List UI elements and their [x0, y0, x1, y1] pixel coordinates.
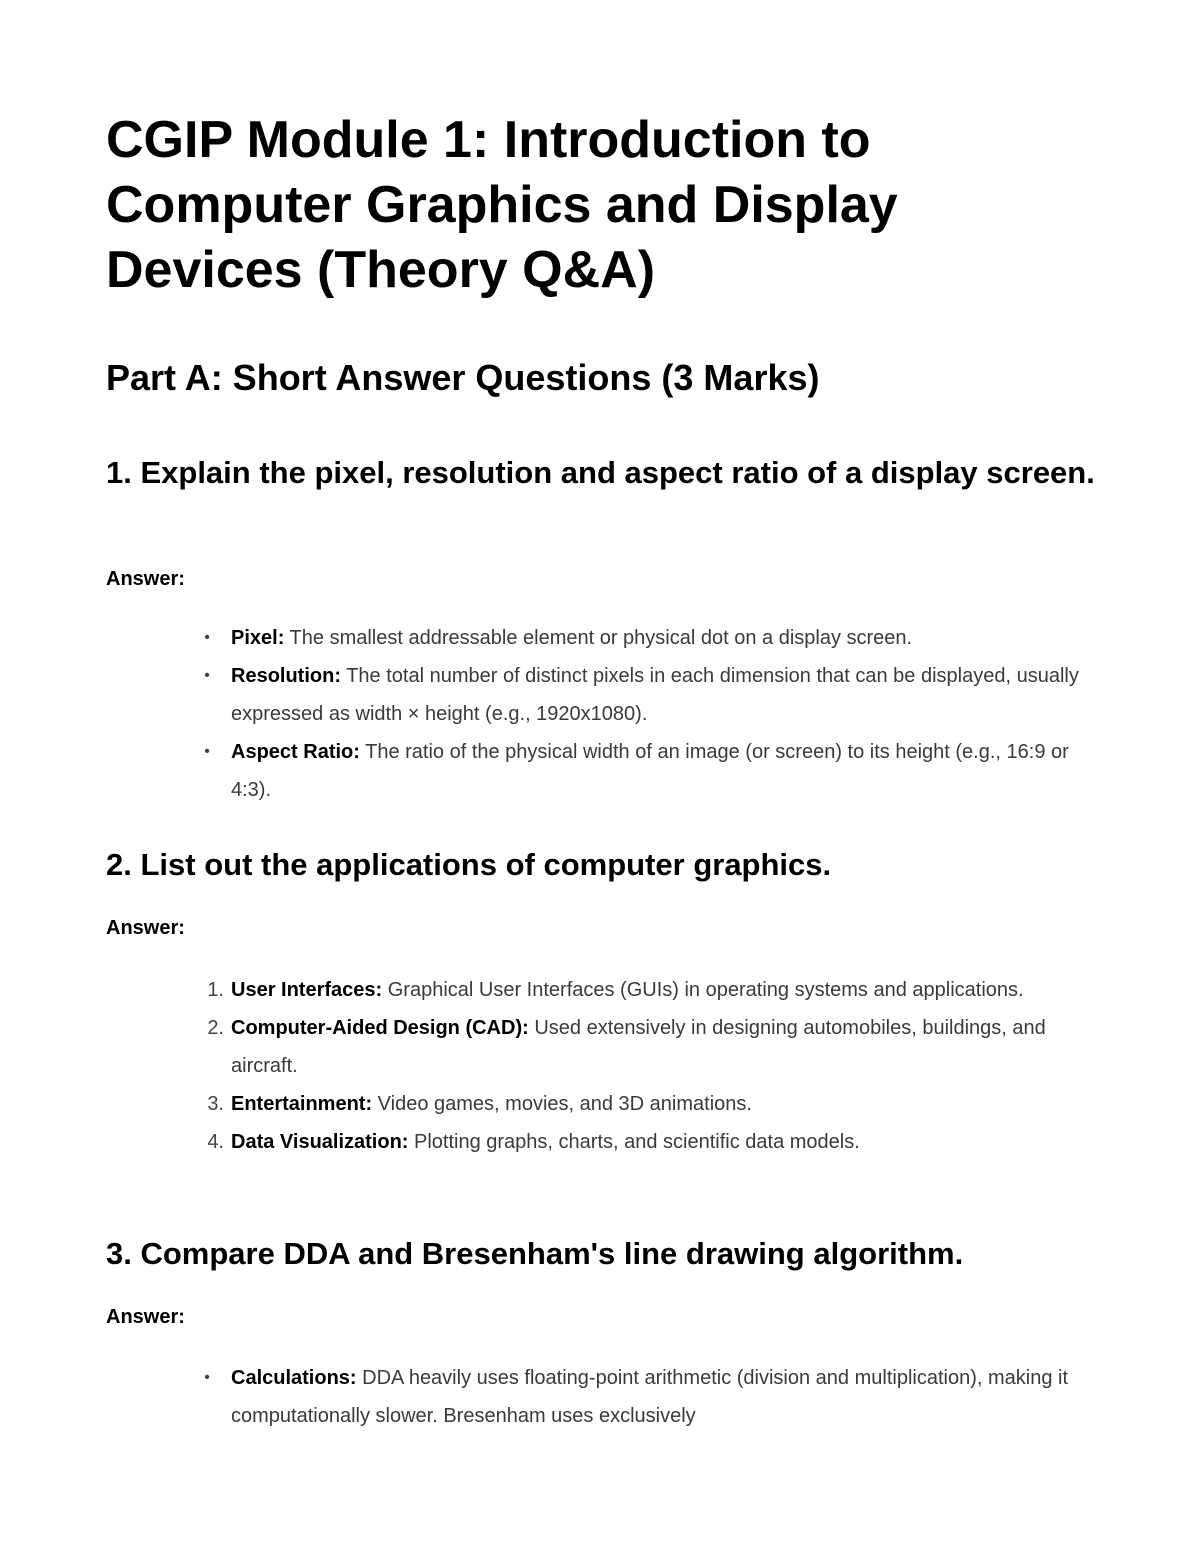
- list-item: [196, 619, 1086, 657]
- list-item: [196, 733, 1086, 809]
- question-3-heading: 3. Compare DDA and Bresenham's line drawing algorithm.: [106, 1236, 964, 1271]
- item-text: Plotting graphs, charts, and scientific data models.: [408, 1131, 860, 1153]
- list-item: [196, 657, 1086, 733]
- item-text: The smallest addressable element or physical dot on a display screen.: [284, 627, 913, 649]
- item-text: Graphical User Interfaces (GUIs) in operating systems and applications.: [382, 979, 1024, 1001]
- item-number: 4.: [207, 1131, 224, 1153]
- list-item: [196, 1359, 1086, 1435]
- question-2-answer-list: [196, 971, 1086, 1161]
- list-item: [196, 1123, 1086, 1161]
- bullet-icon: •: [204, 667, 210, 684]
- part-a-heading: Part A: Short Answer Questions (3 Marks): [106, 357, 820, 398]
- item-text: The total number of distinct pixels in each dimension that can be displayed, usually expressed as width × height (e.g., 1920x1080).: [231, 665, 1079, 725]
- item-term: Entertainment:: [231, 1093, 373, 1115]
- item-text: DDA heavily uses floating-point arithmetic (division and multiplication), making it computationally slower. Bresenham uses exclusively: [231, 1367, 1069, 1427]
- item-text: Used extensively in designing automobiles, buildings, and aircraft.: [231, 1017, 1046, 1077]
- bullet-icon: •: [204, 1369, 210, 1386]
- document-title: CGIP Module 1: Introduction to Computer Graphics and Display Devices (Theory Q&A): [106, 111, 898, 299]
- item-number: 3.: [207, 1093, 224, 1115]
- bullet-icon: •: [204, 629, 210, 646]
- item-term: User Interfaces:: [231, 979, 383, 1001]
- item-text: Video games, movies, and 3D animations.: [372, 1093, 752, 1115]
- question-1-answer-list: [196, 619, 1086, 809]
- item-term: Aspect Ratio:: [231, 741, 360, 763]
- item-number: 2.: [207, 1017, 224, 1039]
- item-number: 1.: [207, 979, 224, 1001]
- item-term: Resolution:: [231, 665, 341, 687]
- item-text: The ratio of the physical width of an image (or screen) to its height (e.g., 16:9 or 4:3).: [231, 741, 1069, 801]
- bullet-icon: •: [204, 743, 210, 760]
- question-3-answer-list: [196, 1359, 1086, 1435]
- list-item: [196, 1085, 1086, 1123]
- question-1-answer-label: Answer:: [106, 568, 185, 590]
- item-term: Data Visualization:: [231, 1131, 409, 1153]
- question-2-heading: 2. List out the applications of computer graphics.: [106, 847, 832, 882]
- item-term: Pixel:: [231, 627, 285, 649]
- question-2-answer-label: Answer:: [106, 917, 185, 939]
- list-item: [196, 971, 1086, 1009]
- question-1-heading: 1. Explain the pixel, resolution and aspect ratio of a display screen.: [106, 455, 1095, 490]
- list-item: [196, 1009, 1086, 1085]
- item-term: Computer-Aided Design (CAD):: [231, 1017, 529, 1039]
- item-term: Calculations:: [231, 1367, 357, 1389]
- question-3-answer-label: Answer:: [106, 1306, 185, 1328]
